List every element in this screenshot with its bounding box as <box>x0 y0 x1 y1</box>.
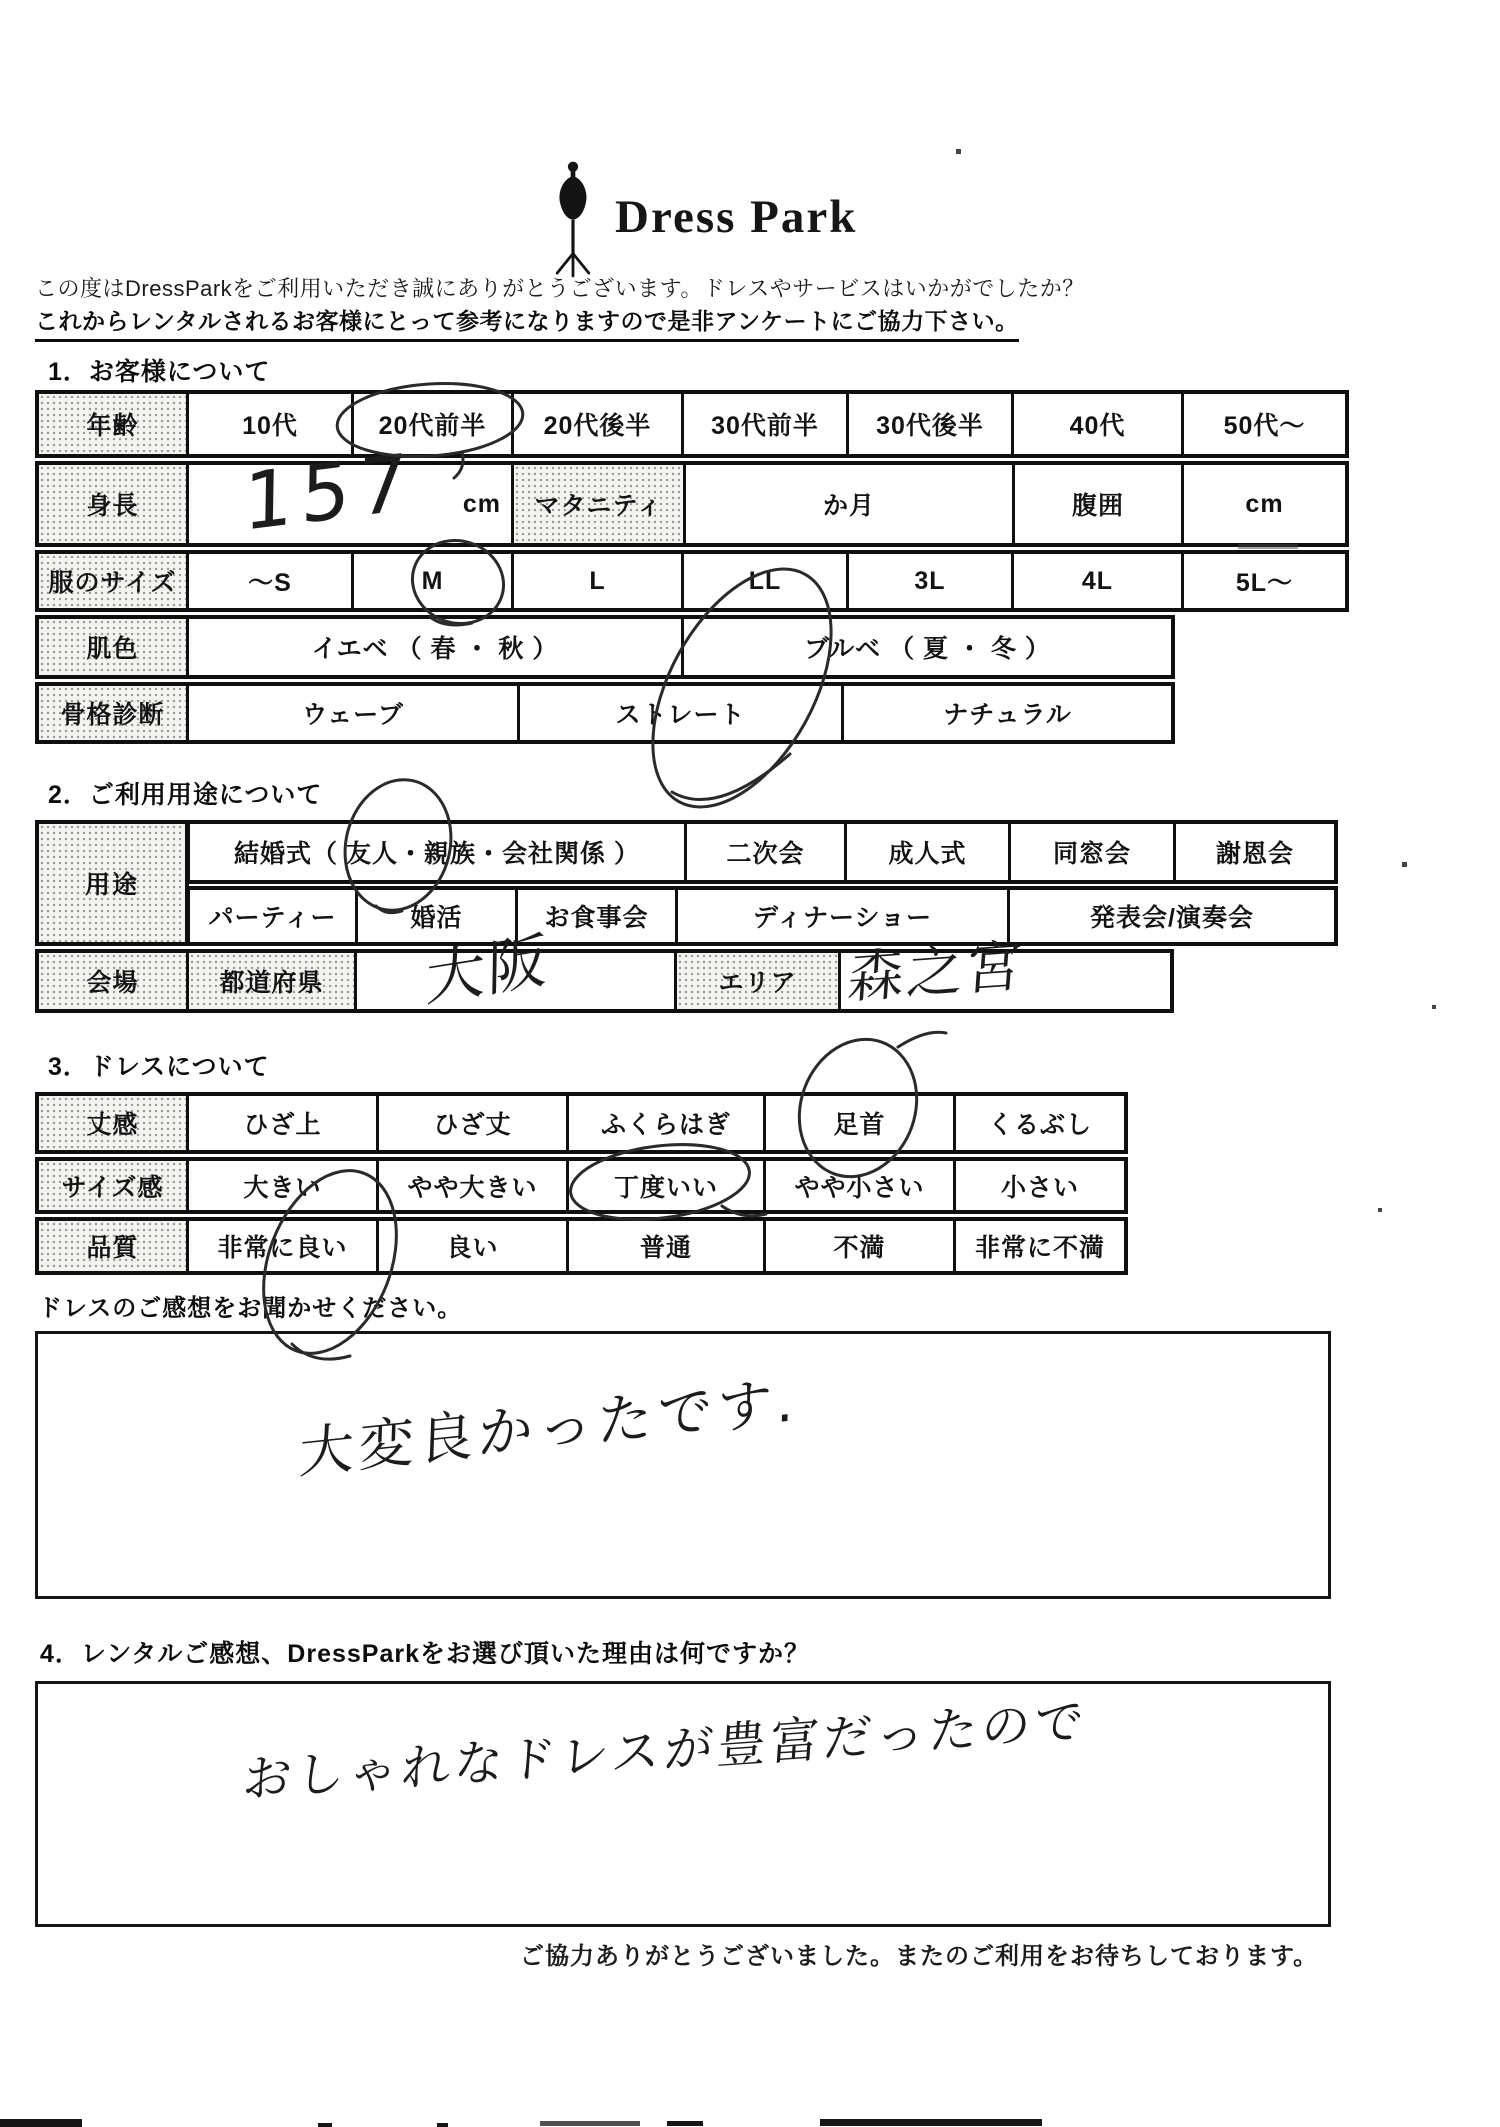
scan-speck <box>956 149 961 154</box>
handwritten-dress-comment: 大変良かったです. <box>298 1368 801 1486</box>
fit-option-cell: 大きい <box>189 1161 379 1210</box>
scan-smudge <box>1238 544 1298 549</box>
clothing-size-row <box>35 550 1349 612</box>
handwritten-prefecture: 大阪 <box>425 924 551 1016</box>
skin-option-cell: ブルベ （ 夏 ・ 冬 ） <box>804 635 1051 663</box>
skin-option-cell: イエベ （ 春 ・ 秋 ） <box>189 619 684 675</box>
age-option-cell: 30代前半 <box>684 394 849 454</box>
length-option-cell: ひざ丈 <box>379 1096 569 1150</box>
age-option-cell: 20代後半 <box>514 394 684 454</box>
fit-option-cell: やや大きい <box>379 1161 569 1210</box>
age-option-cell: 30代後半 <box>849 394 1014 454</box>
purpose-option-cell: ディナーショー <box>678 890 1010 942</box>
intro-line1: この度はDressParkをご利用いただき誠にありがとうございます。ドレスやサービスはいかがでしたか？ <box>35 276 1085 301</box>
size-option-cell: 3L <box>849 554 1014 608</box>
handwritten-height-value: 157 <box>242 437 417 549</box>
section1-title: 1．お客様について <box>48 358 271 386</box>
logo-wordmark: Dress Park <box>615 191 858 243</box>
fit-header: サイズ感 <box>39 1161 189 1210</box>
quality-option-cell: 非常に良い <box>189 1221 379 1271</box>
quality-option-cell: 普通 <box>569 1221 766 1271</box>
height-header: 身長 <box>39 465 189 543</box>
purpose-option-cell: 成人式 <box>847 824 1011 880</box>
size-header: 服のサイズ <box>39 554 189 608</box>
dress-fit-row <box>35 1157 1128 1214</box>
quality-option-cell: 非常に不満 <box>974 1234 1105 1262</box>
section3-title: 3．ドレスについて <box>48 1053 270 1081</box>
dress-length-row <box>35 1092 1128 1154</box>
footer-thanks: ご協力ありがとうございました。またのご利用をお待ちしております。 <box>520 1943 1319 1970</box>
dresspark-logo <box>545 160 857 278</box>
scan-artifact <box>318 2123 332 2127</box>
purpose-option-cell: 二次会 <box>687 824 847 880</box>
age-header: 年齢 <box>39 394 189 454</box>
purpose-option-cell: パーティー <box>190 890 358 942</box>
age-row <box>35 390 1349 458</box>
maternity-cell: マタニティ <box>514 465 686 543</box>
purpose-row1 <box>186 820 1338 884</box>
scan-speck <box>1402 862 1407 867</box>
purpose-row2 <box>186 886 1338 946</box>
length-option-cell: ふくらはぎ <box>569 1096 766 1150</box>
dress-quality-row <box>35 1217 1128 1275</box>
fit-option-cell: 丁度いい <box>569 1161 766 1210</box>
scan-speck <box>1378 1208 1382 1212</box>
fit-option-cell: やや小さい <box>766 1161 956 1210</box>
fit-option-cell: 小さい <box>1000 1173 1079 1202</box>
skin-header: 肌色 <box>39 619 189 675</box>
dress-comment-prompt: ドレスのご感想をお聞かせください。 <box>38 1295 463 1322</box>
age-option-cell: 40代 <box>1014 394 1184 454</box>
length-header: 丈感 <box>39 1096 189 1150</box>
purpose-option-cell: 謝恩会 <box>1215 840 1294 868</box>
handwritten-area: 森之宮 <box>845 933 1027 1012</box>
size-option-cell: LL <box>684 554 849 608</box>
purpose-option-cell: 発表会/演奏会 <box>1090 904 1254 932</box>
height-row <box>35 461 1349 547</box>
purpose-option-cell: 婚活 <box>358 890 518 942</box>
purpose-header: 用途 <box>35 820 189 946</box>
age-option-cell: 20代前半 <box>354 394 514 454</box>
length-option-cell: ひざ上 <box>189 1096 379 1150</box>
age-option-cell: 50代～ <box>1223 412 1306 440</box>
scan-artifact <box>820 2119 1042 2126</box>
length-option-cell: 足首 <box>766 1096 956 1150</box>
size-option-cell: M <box>354 554 514 608</box>
scan-artifact <box>540 2121 640 2126</box>
purpose-option-cell: 同窓会 <box>1011 824 1176 880</box>
size-option-cell: 4L <box>1014 554 1184 608</box>
age-option-cell: 10代 <box>189 394 354 454</box>
handwritten-reason: おしゃれなドレスが豊富だったので <box>240 1692 1090 1809</box>
size-option-cell: ～S <box>189 554 354 608</box>
skeleton-option-cell: ウェーブ <box>189 686 520 740</box>
waist-unit-cell: cm <box>1245 489 1284 518</box>
length-option-cell: くるぶし <box>987 1111 1092 1139</box>
area-label-cell: エリア <box>677 953 841 1009</box>
waist-cell: 腹囲 <box>1015 465 1184 543</box>
quality-header: 品質 <box>39 1221 189 1271</box>
height-unit-label: cm <box>462 489 501 518</box>
prefecture-label-cell: 都道府県 <box>189 953 357 1009</box>
venue-header: 会場 <box>39 953 189 1009</box>
size-option-cell: L <box>514 554 684 608</box>
section2-title: 2．ご利用用途について <box>48 781 323 809</box>
scan-artifact <box>0 2119 82 2127</box>
scan-artifact <box>437 2123 448 2127</box>
scan-artifact <box>667 2121 703 2126</box>
skin-tone-row <box>35 615 1175 679</box>
section4-title: 4．レンタルご感想、DressParkをお選び頂いた理由は何ですか？ <box>40 1640 810 1668</box>
size-option-cell: 5L～ <box>1235 569 1294 597</box>
months-cell: か月 <box>686 465 1015 543</box>
purpose-option-cell: 結婚式（ 友人・親族・会社関係 ） <box>190 824 687 880</box>
skeleton-header: 骨格診断 <box>39 686 189 740</box>
scan-speck <box>1432 1005 1436 1009</box>
quality-option-cell: 良い <box>379 1221 569 1271</box>
purpose-option-cell: お食事会 <box>518 890 678 942</box>
skeleton-option-cell: ナチュラル <box>943 701 1072 729</box>
quality-option-cell: 不満 <box>766 1221 956 1271</box>
skeleton-row <box>35 682 1175 744</box>
intro-line2: これからレンタルされるお客様にとって参考になりますので是非アンケートにご協力下さい。 <box>35 303 1019 342</box>
dress-form-icon <box>545 160 601 278</box>
skeleton-option-cell: ストレート <box>520 686 844 740</box>
